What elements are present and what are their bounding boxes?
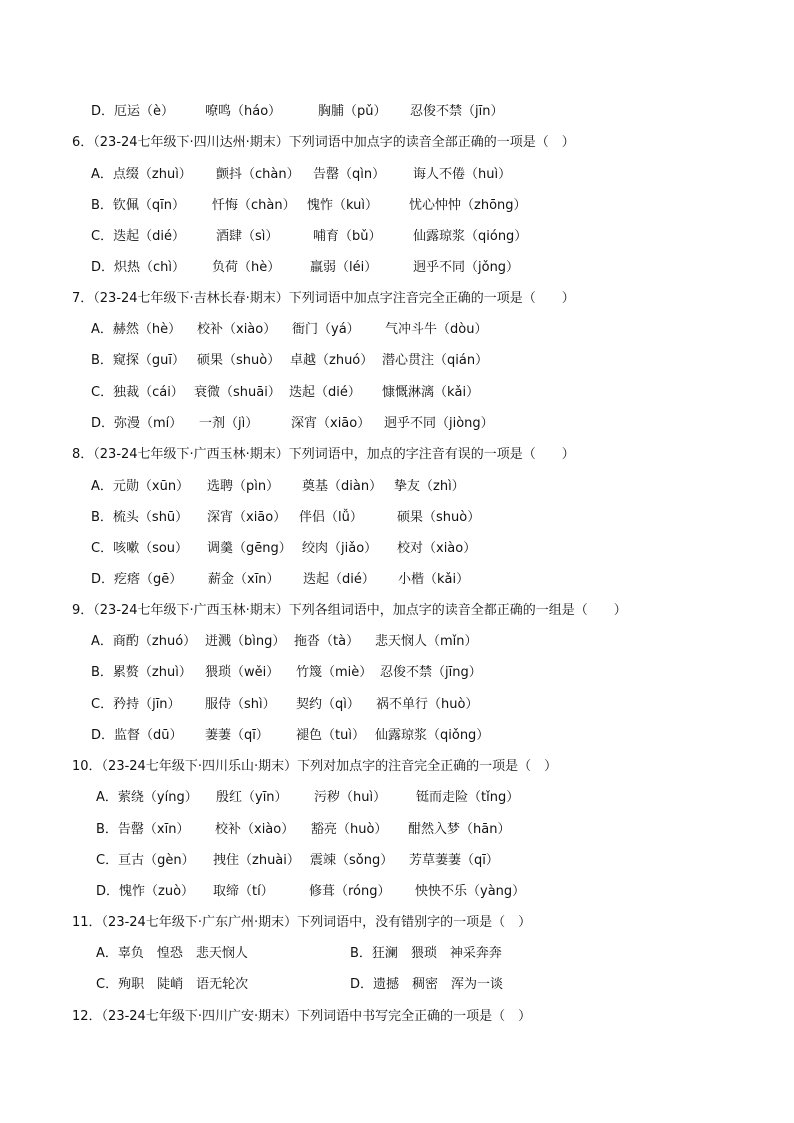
q6-stem: 6．（23-24七年级下·四川达州·期末）下列词语中加点字的读音全部正确的一项是（ ） (72, 135, 575, 150)
q7-d-word2: 一剂（jì） (199, 416, 259, 431)
q11-option-d: D．遗撼 稠密 浑为一谈 (350, 977, 504, 992)
q8-b-word2: 深宵（xiāo） (207, 510, 287, 525)
q6-a-word4: 诲人不倦（huì） (413, 167, 512, 182)
q6-c-word4: 仙露琼浆（qióng） (413, 229, 528, 244)
q6-c-label: C．迭起（dié） (91, 229, 185, 244)
q9-c-word3: 契约（qì） (296, 697, 360, 712)
q7-a-label: A．赫然（hè） (91, 322, 182, 337)
q8-a-label: A．元勋（xūn） (91, 479, 190, 494)
q8-b-label: B．梳头（shū） (91, 510, 189, 525)
q9-a-word3: 拖沓（tà） (294, 634, 360, 649)
q6-d-label: D．炽热（chì） (91, 260, 186, 275)
q7-stem: 7．（23-24七年级下·吉林长春·期末）下列词语中加点字注音完全正确的一项是（ ） (72, 291, 575, 306)
q8-a-word2: 选聘（pìn） (207, 479, 280, 494)
q5-d-word2: 嘹鸣（háo） (205, 104, 282, 119)
q10-a-word2: 殷红（yīn） (216, 790, 288, 805)
q7-a-word3: 衙门（yá） (292, 322, 360, 337)
q8-c-word3: 绞肉（jiǎo） (302, 541, 378, 556)
q7-b-word2: 硕果（shuò） (197, 353, 281, 368)
q6-d-word2: 负荷（hè） (212, 260, 281, 275)
q8-d-word2: 薪金（xīn） (208, 572, 280, 587)
q9-c-word2: 服侍（shì） (205, 697, 276, 712)
q9-a-word4: 悲天悯人（mǐn） (375, 634, 478, 649)
q10-a-word4: 铤而走险（tǐng） (416, 790, 520, 805)
q7-c-word3: 迭起（dié） (289, 385, 361, 400)
q9-b-word4: 忍俊不禁（jīng） (380, 665, 482, 680)
q6-c-word3: 哺育（bǔ） (313, 229, 382, 244)
q6-a-label: A．点缀（zhuì） (91, 167, 192, 182)
q8-c-label: C．咳嗽（sou） (91, 541, 189, 556)
q8-c-word4: 校对（xiào） (397, 541, 477, 556)
q5-d-word3: 胸脯（pǔ） (318, 104, 387, 119)
q6-a-word3: 告罄（qìn） (313, 167, 386, 182)
q5-d-word4: 忍俊不禁（jīn） (410, 104, 504, 119)
q7-b-word4: 潜心贯注（qián） (382, 353, 489, 368)
q10-c-label: C．亘古（gèn） (96, 853, 195, 868)
q6-b-word4: 忧心忡忡（zhōng） (409, 198, 527, 213)
q8-d-word4: 小楷（kǎi） (398, 572, 470, 587)
q7-d-word3: 深宵（xiāo） (291, 416, 371, 431)
q7-b-label: B．窥探（guī） (91, 353, 186, 368)
q11-option-b: B．狂澜 猥琐 神采奔奔 (350, 946, 502, 961)
q9-b-word2: 猥琐（wěi） (205, 665, 280, 680)
q7-c-label: C．独裁（cái） (91, 385, 184, 400)
q6-b-label: B．钦佩（qīn） (91, 198, 186, 213)
q7-c-word4: 慷慨淋漓（kǎi） (382, 385, 480, 400)
q6-b-word2: 忏悔（chàn） (212, 198, 296, 213)
q10-b-word2: 校补（xiào） (215, 822, 295, 837)
q9-d-word4: 仙露琼浆（qiǒng） (375, 728, 490, 743)
q10-d-word3: 修葺（róng） (309, 884, 391, 899)
q8-b-word4: 硕果（shuò） (397, 510, 481, 525)
q9-c-word4: 祸不单行（huò） (376, 697, 479, 712)
q9-b-word3: 竹篾（miè） (296, 665, 373, 680)
q9-d-word3: 褪色（tuì） (296, 728, 365, 743)
q11-option-c: C．殉职 陡峭 语无轮次 (96, 977, 249, 992)
q9-a-word2: 迸溅（bìng） (205, 634, 286, 649)
q8-d-label: D．疙瘩（gē） (91, 572, 183, 587)
q9-c-label: C．矜持（jīn） (91, 697, 181, 712)
q7-d-word4: 迥乎不同（jiòng） (384, 416, 494, 431)
q6-d-word3: 羸弱（léi） (310, 260, 378, 275)
q9-d-word2: 萋萋（qī） (205, 728, 269, 743)
q9-stem: 9．（23-24七年级下·广西玉林·期末）下列各组词语中，加点字的读音全都正确的一组是（ ） (72, 603, 627, 618)
q7-a-word2: 校补（xiào） (197, 322, 277, 337)
q8-d-word3: 迭起（dié） (303, 572, 375, 587)
q7-a-word4: 气冲斗牛（dòu） (385, 322, 488, 337)
q7-b-word3: 卓越（zhuó） (290, 353, 374, 368)
q8-stem: 8．（23-24七年级下·广西玉林·期末）下列词语中，加点的字注音有误的一项是（ ） (72, 447, 575, 462)
q9-d-label: D．监督（dū） (91, 728, 183, 743)
q10-d-label: D．愧怍（zuò） (96, 884, 195, 899)
q10-b-word4: 酣然入梦（hān） (408, 822, 511, 837)
q10-stem: 10．（23-24七年级下·四川乐山·期末）下列对加点字的注音完全正确的一项是（ ） (72, 759, 558, 774)
q8-a-word4: 挚友（zhì） (394, 479, 465, 494)
q10-d-word4: 怏怏不乐（yàng） (415, 884, 526, 899)
q8-a-word3: 奠基（diàn） (302, 479, 383, 494)
q10-d-word2: 取缔（tí） (213, 884, 274, 899)
q11-stem: 11．（23-24七年级下·广东广州·期末）下列词语中，没有错别字的一项是（ ） (72, 915, 532, 930)
q8-b-word3: 伴侣（lǚ） (299, 510, 363, 525)
q6-d-word4: 迥乎不同（jǒng） (413, 260, 520, 275)
q11-option-a: A．辜负 惶恐 悲天悯人 (96, 946, 248, 961)
q6-c-word2: 酒肆（sì） (216, 229, 279, 244)
q9-b-label: B．累赘（zhuì） (91, 665, 192, 680)
q10-c-word2: 拽住（zhuài） (213, 853, 300, 868)
q6-b-word3: 愧怍（kuì） (307, 198, 378, 213)
q10-b-word3: 豁亮（huò） (311, 822, 388, 837)
q10-a-word3: 污秽（huì） (314, 790, 387, 805)
q10-c-word3: 震竦（sǒng） (310, 853, 394, 868)
q5-d-label: D．厄运（è） (91, 104, 175, 119)
q8-c-word2: 调羹（gēng） (207, 541, 292, 556)
q10-a-label: A．萦绕（yíng） (96, 790, 198, 805)
q9-a-label: A．商酌（zhuó） (91, 634, 197, 649)
q10-b-label: B．告罄（xīn） (96, 822, 190, 837)
q7-c-word2: 衰微（shuāi） (194, 385, 281, 400)
q6-a-word2: 颤抖（chàn） (216, 167, 300, 182)
q7-d-label: D．弥漫（mí） (91, 416, 183, 431)
q10-c-word4: 芳草萋萋（qī） (409, 853, 499, 868)
q12-stem: 12．（23-24七年级下·四川广安·期末）下列词语中书写完全正确的一项是（ ） (72, 1009, 532, 1024)
